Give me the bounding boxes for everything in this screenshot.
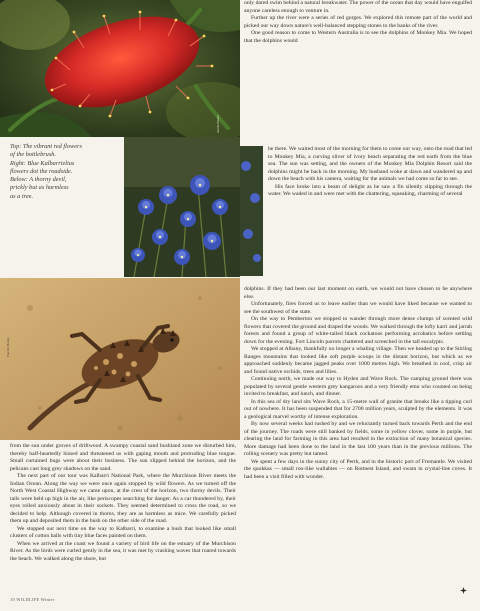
paragraph: from the sun under groves of driftwood. A swampy coastal sand bushland zone we disturbed him, thereby half-heartedly hissed and threatened us with gaping mouth and protruding blue tongue. Small curtained bugs were about their business. The sun slipped behind the horizon, and the pelicans cast long grey shadows on the sand. bbox=[10, 443, 236, 472]
paragraph: In this sea of dry land sits Wave Rock, a 15-metre wall of granite that breaks like a tipping curl out of nowhere. It has been suspended that for 2700 million years, sculpted by the elements. It was a geological marvel worthy of intense exploration. bbox=[244, 398, 472, 420]
photo-caption: Top: The vibrant red flowers of the bottlebrush. Right: Blue Kalbarrielius flowers dot the roadside. Below: A thorny devil, prickly but as harmless as a tree. bbox=[10, 143, 82, 200]
photo-credit: Patrick Bailey bbox=[6, 337, 10, 357]
paragraph: We stopped our next time on the way to Kalbarri, to examine a bush that looked like small clusters of cotton balls with tiny blue faces painted on them. bbox=[10, 525, 236, 540]
paragraph: By now several weeks had rushed by and we reluctantly turned back towards Perth and the end of the journey. The roads were still banked by fields, some in yellow clover, some in purple, but clearing the land for farming in this area had resulted in the extinction of many botanical species. More damage had been done to the land in the last 100 years than in the previous millions. The rolling scenery was pretty but tamed. bbox=[244, 421, 472, 458]
paragraph: Continuing north, we made our way to Hyden and Wave Rock. The camping ground there was populated by several gentle western grey kangaroos and a very friendly emu who counted on being invited to breakfast, and lunch, and dinner. bbox=[244, 376, 472, 398]
paragraph: Further up the river were a series of red gorges. We explored this remote part of the world and picked our way down nature's well-balanced stepping stones to the banks of the river. bbox=[244, 15, 472, 29]
paragraph: When we arrived at the coast we found a variety of bird life on the estuary of the Murchison River. As the birds were curled gently in the sea, it was met by crashing waves that roared towards the beach. We walked along the shore, but bbox=[10, 540, 236, 562]
blue-flowers-photo bbox=[124, 137, 240, 277]
photo-credit: Annie Bluett bbox=[216, 115, 220, 133]
paragraph: One good reason to come to Western Australia is to see the dolphins of Monkey Mia. We hoped that the dolphins would bbox=[244, 30, 472, 44]
article-column bbox=[10, 443, 236, 593]
paragraph: be there. We waited most of the morning for them to come our way, onto the road that led to Monkey Mia, a curving sliver of ivory beach separating the red earth from the blue sea. The sun was setting, and the owners of the Monkey Mia Dolphin Resort said the dolphins might be back in the morning. My husband woke at dawn and wandered up and down the beach with his camera, waiting for the animals we had come so far to see. bbox=[268, 146, 472, 183]
thorny-devil-photo bbox=[0, 278, 240, 440]
paragraph: dolphins. If they had been our last moment on earth, we would not have chosen to be anywhere else. bbox=[244, 286, 472, 300]
article-column bbox=[244, 0, 472, 146]
paragraph: The next part of our tour was Kalbarri National Park, where the Murchison River meets the Indian Ocean. Along the way we were once again stopped by wild flowers. As we turned off the North West Coastal Highway we came upon, at the crest of the horizon, two thorny devils. Their tails were held up high in the air, like periscopes searching for danger. As a car thundered by, their eyes rolled anxiously about in their sockets. They seemed determined to cross the road, so we decided to help. Although covered in thorns, they are as harmless as mice. We carefully picked them up and deposited them in the bush on the other side of the road. bbox=[10, 473, 236, 525]
paragraph: We stopped at Albany, thankfully no longer a whaling village. Then we headed up to the Stirling Ranges mountains that looked like soft purple scoops in the distant horizon, but which as we approached suddenly became jagged peaks over 1000 metres high. We breathed in cool, crisp air and found native orchids, trees and lilies. bbox=[244, 346, 472, 375]
article-column bbox=[268, 146, 472, 286]
article-column bbox=[244, 286, 472, 592]
flowers-photo-edge bbox=[240, 146, 263, 276]
paragraph: On the way to Pemberton we stopped to wander through more dense clumps of scented wild flowers that covered the ground and draped the woods. We walked through the lofty karri and jarrah forests and found a group of white-tailed black cockatoos performing acrobatics before settling down for the evening. Fort Lincoln parrots chattered and screeched in the tall eucalypts. bbox=[244, 316, 472, 345]
paragraph: We spent a few days in the sunny city of Perth, and in the historic port of Fremantle. We visited the quokkas — small roo-like wallabies — on Rottnest Island, and swam in crystal-line coves. It had been a visit filled with wonder. bbox=[244, 458, 472, 480]
paragraph: Unfortunately, fires forced us to leave earlier than we would have liked because we wanted to see the southwest of the state. bbox=[244, 301, 472, 315]
page-footer: 10 WILDLIFE Winter bbox=[10, 597, 55, 602]
paragraph: only dared swim behind a natural breakwater. The power of the ocean that day would have engulfed anyone careless enough to venture in. bbox=[244, 0, 472, 14]
bottlebrush-photo bbox=[0, 0, 240, 137]
paragraph: His face broke into a beam of delight as he saw a fin silently slipping through the water. We waded in and were met with the chattering, squeaking, charming of several bbox=[268, 183, 472, 198]
end-mark-icon bbox=[460, 587, 467, 594]
